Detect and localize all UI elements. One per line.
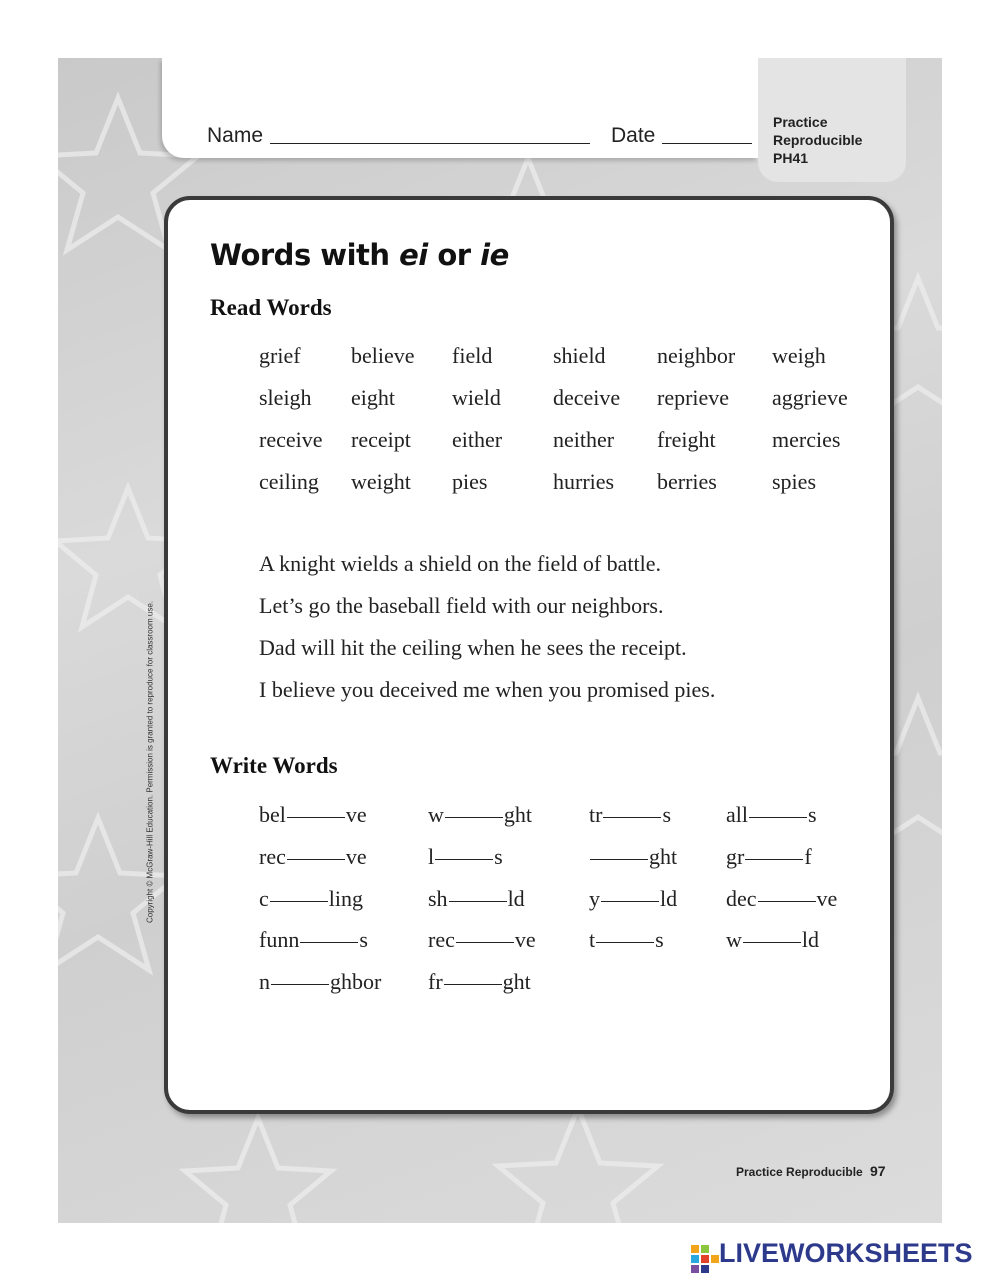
word-start: funn: [259, 927, 300, 952]
read-word: believe: [351, 343, 415, 368]
read-word: field: [452, 343, 493, 368]
word-start: rec: [428, 927, 455, 952]
blank-input[interactable]: [743, 941, 801, 943]
fill-in-word: [726, 886, 837, 912]
fill-in-word: [259, 886, 363, 912]
read-word: mercies: [772, 427, 841, 452]
word-end: s: [655, 927, 664, 952]
read-word: wield: [452, 385, 501, 410]
blank-input[interactable]: [444, 983, 502, 985]
name-label: Name: [207, 124, 264, 147]
practice-reproducible-label: [773, 113, 903, 167]
read-word: neither: [553, 427, 615, 452]
word-start: t: [589, 927, 596, 952]
fill-in-word: [259, 844, 367, 870]
word-end: ght: [502, 969, 531, 994]
read-word: spies: [772, 469, 816, 494]
blank-input[interactable]: [287, 858, 345, 860]
fill-in-word: [428, 969, 531, 995]
read-word: deceive: [553, 385, 621, 410]
fill-in-word: [259, 927, 368, 953]
blank-input[interactable]: [435, 858, 493, 860]
word-end: f: [804, 844, 812, 869]
word-start: y: [589, 886, 600, 911]
blank-input[interactable]: [758, 900, 816, 902]
read-word: hurries: [553, 469, 615, 494]
sentence: Let’s go the baseball field with our neighbors.: [259, 593, 664, 618]
word-end: ld: [507, 886, 525, 911]
sentence: I believe you deceived me when you promised pies.: [259, 677, 716, 702]
fill-in-word: [589, 844, 677, 870]
read-word: eight: [351, 385, 395, 410]
read-word: berries: [657, 469, 717, 494]
page-number: 97: [870, 1163, 886, 1179]
read-word: receive: [259, 427, 323, 452]
blank-input[interactable]: [596, 941, 654, 943]
read-word: weigh: [772, 343, 826, 368]
read-word: neighbor: [657, 343, 736, 368]
word-start: w: [428, 802, 444, 827]
read-word: weight: [351, 469, 411, 494]
fill-in-word: [259, 802, 367, 828]
word-start: n: [259, 969, 270, 994]
fill-in-word: [726, 927, 819, 953]
word-end: ghbor: [330, 969, 382, 994]
footer-label: Practice Reproducible: [736, 1165, 863, 1179]
word-end: ve: [345, 844, 367, 869]
sentence: Dad will hit the ceiling when he sees the receipt.: [259, 635, 687, 660]
word-end: ght: [649, 844, 678, 869]
read-word: pies: [452, 469, 488, 494]
fill-in-word: [259, 969, 381, 995]
liveworksheets-brand: LIVEWORKSHEETS: [719, 1238, 973, 1268]
fill-in-word: [589, 802, 671, 828]
read-word: receipt: [351, 427, 411, 452]
fill-in-word: [428, 886, 525, 912]
blank-input[interactable]: [745, 858, 803, 860]
read-word: grief: [259, 343, 301, 368]
title-text: Words with: [210, 238, 400, 272]
word-start: tr: [589, 802, 603, 827]
word-end: ld: [801, 927, 820, 952]
word-end: ld: [660, 886, 678, 911]
fill-in-word: [589, 886, 677, 912]
word-start: dec: [726, 886, 757, 911]
word-end: s: [359, 927, 368, 952]
word-start: gr: [726, 844, 745, 869]
blank-input[interactable]: [749, 816, 807, 818]
word-start: l: [428, 844, 435, 869]
word-start: rec: [259, 844, 286, 869]
fill-in-word: [726, 844, 812, 870]
blank-input[interactable]: [590, 858, 648, 860]
copyright-notice: Copyright © McGraw-Hill Education. Permission is granted to reproduce for classroom use.: [145, 600, 155, 924]
read-word: ceiling: [259, 469, 319, 494]
blank-input[interactable]: [456, 941, 514, 943]
date-label: Date: [611, 124, 656, 147]
fill-in-word: [726, 802, 817, 828]
word-end: ve: [514, 927, 536, 952]
title-text: or: [427, 238, 481, 272]
read-word: either: [452, 427, 503, 452]
fill-in-word: [428, 844, 503, 870]
word-start: all: [726, 802, 748, 827]
word-start: fr: [428, 969, 443, 994]
read-word: shield: [553, 343, 606, 368]
read-word: reprieve: [657, 385, 730, 410]
fill-in-word: [589, 927, 664, 953]
word-end: ve: [345, 802, 367, 827]
blank-input[interactable]: [287, 816, 345, 818]
word-start: sh: [428, 886, 448, 911]
tab-line: Reproducible: [773, 132, 863, 148]
read-word: freight: [657, 427, 716, 452]
word-start: w: [726, 927, 742, 952]
blank-input[interactable]: [603, 816, 661, 818]
word-end: s: [662, 802, 672, 827]
read-word: sleigh: [259, 385, 312, 410]
fill-in-word: [428, 802, 532, 828]
blank-input[interactable]: [449, 900, 507, 902]
write-words-heading: Write Words: [210, 753, 338, 778]
word-end: ve: [816, 886, 838, 911]
word-end: s: [808, 802, 817, 827]
blank-input[interactable]: [271, 983, 329, 985]
blank-input[interactable]: [601, 900, 659, 902]
fill-in-word: [428, 927, 536, 953]
sentence: A knight wields a shield on the field of battle.: [259, 551, 662, 576]
word-end: ling: [328, 886, 363, 911]
word-end: ght: [503, 802, 533, 827]
tab-code: PH41: [773, 150, 809, 166]
title-ie: ie: [480, 238, 509, 272]
date-input-line[interactable]: [662, 143, 752, 144]
title-ei: ei: [399, 238, 428, 272]
blank-input[interactable]: [300, 941, 358, 943]
read-words-heading: Read Words: [210, 295, 332, 320]
word-end: s: [494, 844, 503, 869]
blank-input[interactable]: [445, 816, 503, 818]
tab-line: Practice: [773, 114, 828, 130]
liveworksheets-logo-icon: [691, 1243, 721, 1273]
read-word: aggrieve: [772, 385, 848, 410]
word-start: c: [259, 886, 269, 911]
page-title: [210, 238, 509, 272]
name-input-line[interactable]: [270, 143, 590, 144]
word-start: bel: [259, 802, 286, 827]
blank-input[interactable]: [270, 900, 328, 902]
